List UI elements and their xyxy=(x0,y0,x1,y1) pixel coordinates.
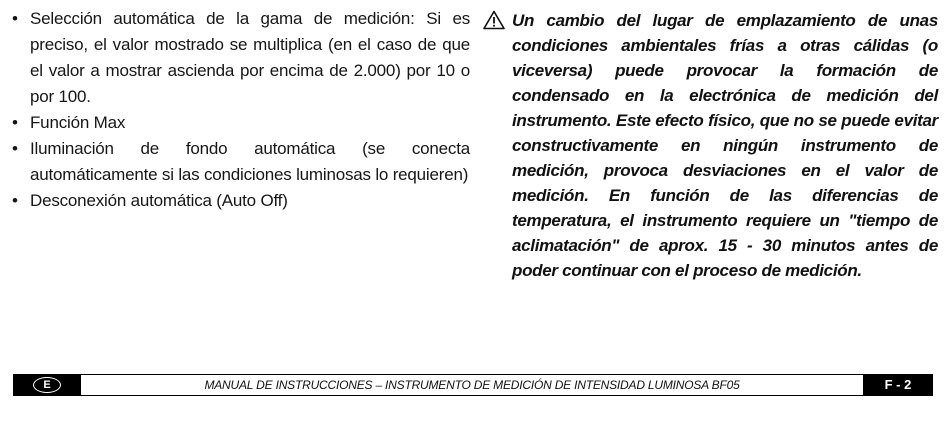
list-item xyxy=(10,188,470,214)
page-footer xyxy=(13,374,933,396)
features-list-column xyxy=(10,6,470,214)
bullet-icon: • xyxy=(12,9,18,28)
bullet-icon: • xyxy=(12,191,18,210)
list-item xyxy=(10,136,470,188)
features-list xyxy=(10,6,470,214)
list-item-text: Selección automática de la gama de medición: Si es preciso, el valor mostrado se multiplica (en el caso de que el valor a mostrar ascienda por encima de 2.000) por 10 o por 100. xyxy=(30,9,470,106)
warning-block xyxy=(483,8,938,283)
warning-text: Un cambio del lugar de emplazamiento de unas condiciones ambientales frías a otras cálidas (o viceversa) puede provocar la formación de condensado en la electrónica de medición del instrumento. Este efecto físico, que no se puede evitar constructivamente en ningún instrumento de medición, provoca desviaciones en el valor de medición. En función de las diferencias de temperatura, el instrumento requiere un "tiempo de aclimatación" de aprox. 15 - 30 minutos antes de poder continuar con el proceso de medición. xyxy=(512,11,938,280)
list-item xyxy=(10,110,470,136)
list-item-text: Desconexión automática (Auto Off) xyxy=(30,191,288,210)
list-item-text: Iluminación de fondo automática (se conecta automáticamente si las condiciones luminosas lo requieren) xyxy=(30,139,470,184)
footer-language-tab xyxy=(13,375,81,395)
bullet-icon: • xyxy=(12,139,18,158)
list-item-text: Función Max xyxy=(30,113,126,132)
list-item xyxy=(10,6,470,110)
page-number: F - 2 xyxy=(863,375,933,395)
warning-triangle-icon xyxy=(483,10,505,30)
footer-title: MANUAL DE INSTRUCCIONES – INSTRUMENTO DE MEDICIÓN DE INTENSIDAD LUMINOSA BF05 xyxy=(204,378,740,392)
language-badge: E xyxy=(33,377,61,393)
bullet-icon: • xyxy=(12,113,18,132)
